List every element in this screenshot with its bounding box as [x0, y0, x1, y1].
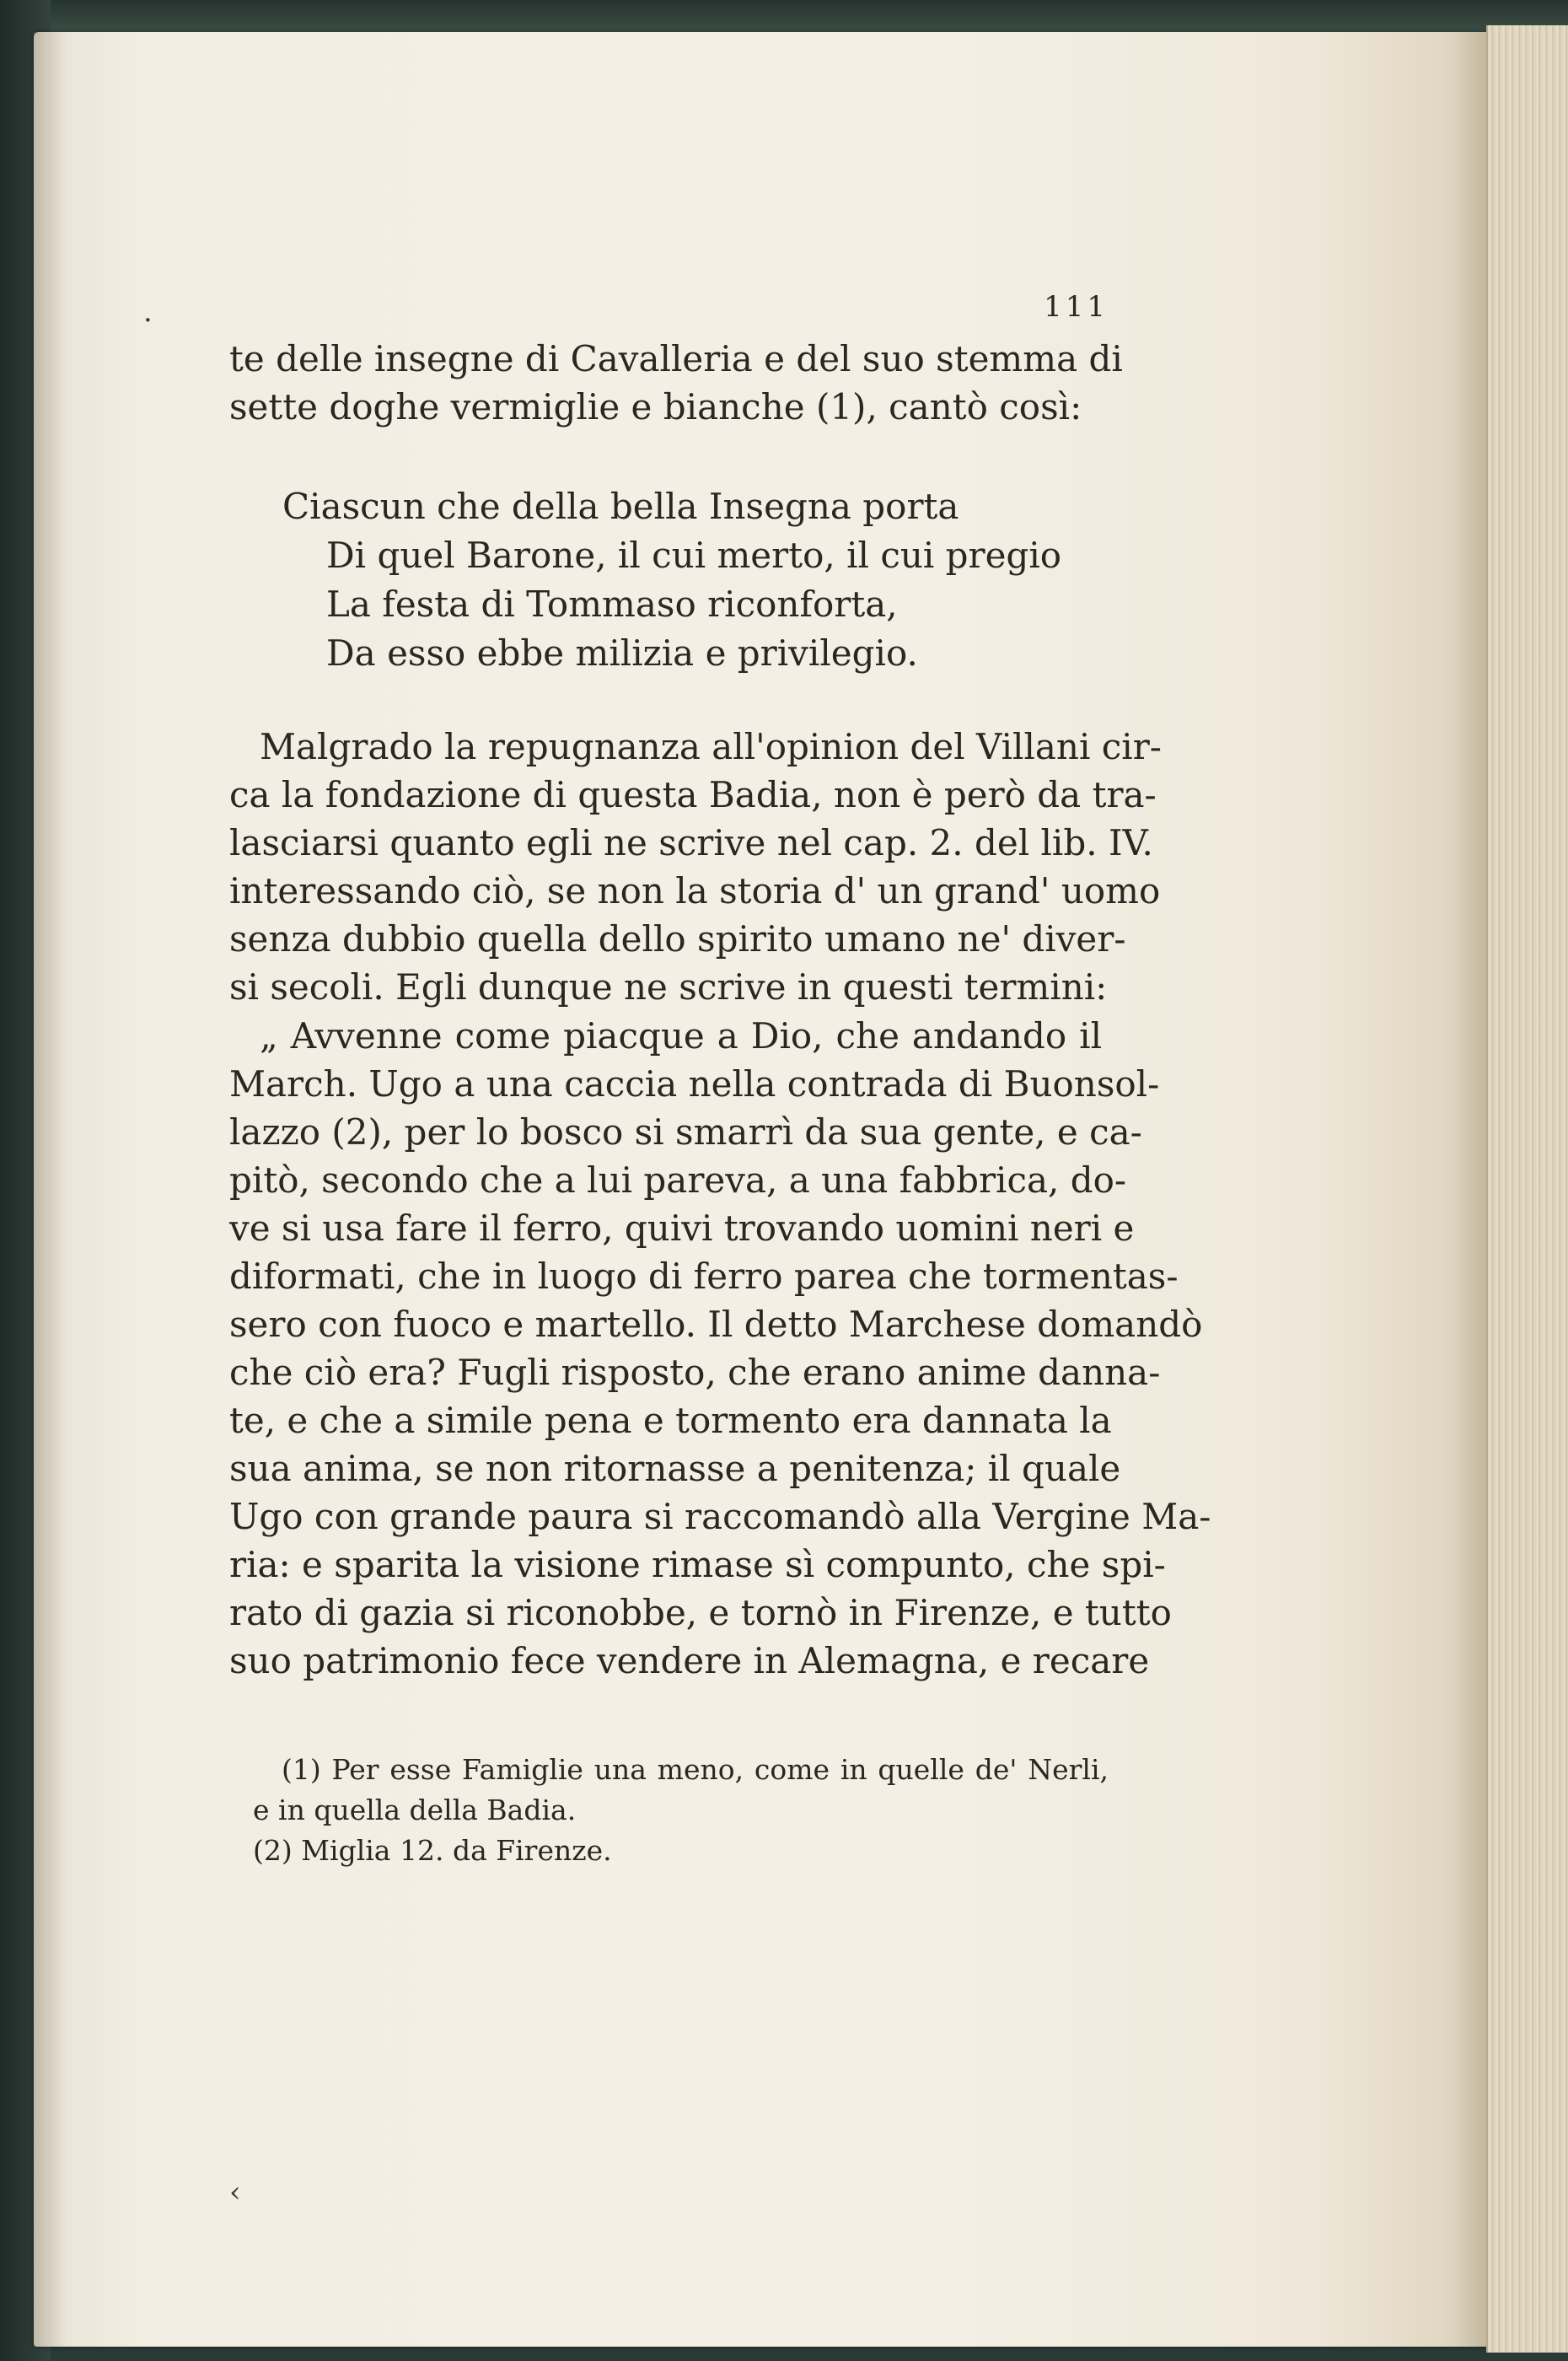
text-line: „ Avvenne come piacque a Dio, che andando il: [260, 1015, 1102, 1057]
verse-line: Ciascun che della bella Insegna porta: [282, 486, 959, 527]
text-line: sua anima, se non ritornasse a penitenza; il quale: [229, 1448, 1121, 1489]
text-line: lasciarsi quanto egli ne scrive nel cap. 2. del lib. IV.: [229, 822, 1153, 863]
page-gutter-shadow: [34, 32, 67, 2347]
page-edge-shadow: [1454, 32, 1488, 2347]
text-line: che ciò era? Fugli risposto, che erano anime danna-: [229, 1352, 1161, 1393]
verse-line: La festa di Tommaso riconforta,: [326, 584, 898, 625]
text-line: ve si usa fare il ferro, quivi trovando uomini neri e: [229, 1207, 1135, 1249]
text-line: te delle insegne di Cavalleria e del suo stemma di: [229, 338, 1123, 379]
page-edges-stack: [1486, 25, 1568, 2353]
text-line: rato di gazia si riconobbe, e tornò in Firenze, e tutto: [229, 1592, 1172, 1633]
text-line: senza dubbio quella dello spirito umano ne' diver-: [229, 918, 1126, 960]
text-line: te, e che a simile pena e tormento era dannata la: [229, 1400, 1112, 1441]
verse-line: Di quel Barone, il cui merto, il cui pregio: [326, 535, 1062, 576]
page-number: 111: [1044, 290, 1109, 324]
stray-mark: ‹: [229, 2175, 241, 2209]
text-line: Malgrado la repugnanza all'opinion del Villani cir-: [260, 726, 1162, 767]
text-line: Ugo con grande paura si raccomandò alla Vergine Ma-: [229, 1496, 1211, 1537]
opening-text: [229, 335, 1123, 431]
verse-line: Da esso ebbe milizia e privilegio.: [326, 632, 918, 674]
stray-mark: ·: [143, 304, 153, 337]
footnote-2: (2) Miglia 12. da Firenze.: [253, 1834, 612, 1867]
footnotes: [253, 1750, 1109, 1871]
paragraph-villani: [229, 723, 1162, 1011]
text-line: interessando ciò, se non la storia d' un grand' uomo: [229, 870, 1161, 912]
text-line: si secoli. Egli dunque ne scrive in questi termini:: [229, 966, 1108, 1008]
paragraph-quotation: [229, 1012, 1211, 1685]
text-line: ca la fondazione di questa Badia, non è però da tra-: [229, 774, 1157, 815]
text-line: lazzo (2), per lo bosco si smarrì da sua gente, e ca-: [229, 1111, 1142, 1153]
text-line: diformati, che in luogo di ferro parea che tormentas-: [229, 1256, 1179, 1297]
verse-block: [282, 482, 1061, 678]
text-line: suo patrimonio fece vendere in Alemagna, e recare: [229, 1640, 1150, 1681]
text-line: sero con fuoco e martello. Il detto Marchese domandò: [229, 1304, 1203, 1345]
text-line: sette doghe vermiglie e bianche (1), cantò così:: [229, 386, 1082, 428]
text-line: March. Ugo a una caccia nella contrada di Buonsol-: [229, 1063, 1160, 1105]
text-line: ria: e sparita la visione rimase sì compunto, che spi-: [229, 1544, 1166, 1585]
footnote-1-continued: e in quella della Badia.: [253, 1794, 577, 1826]
text-line: pitò, secondo che a lui pareva, a una fabbrica, do-: [229, 1159, 1127, 1201]
footnote-1: (1) Per esse Famiglie una meno, come in quelle de' Nerli,: [282, 1753, 1109, 1786]
